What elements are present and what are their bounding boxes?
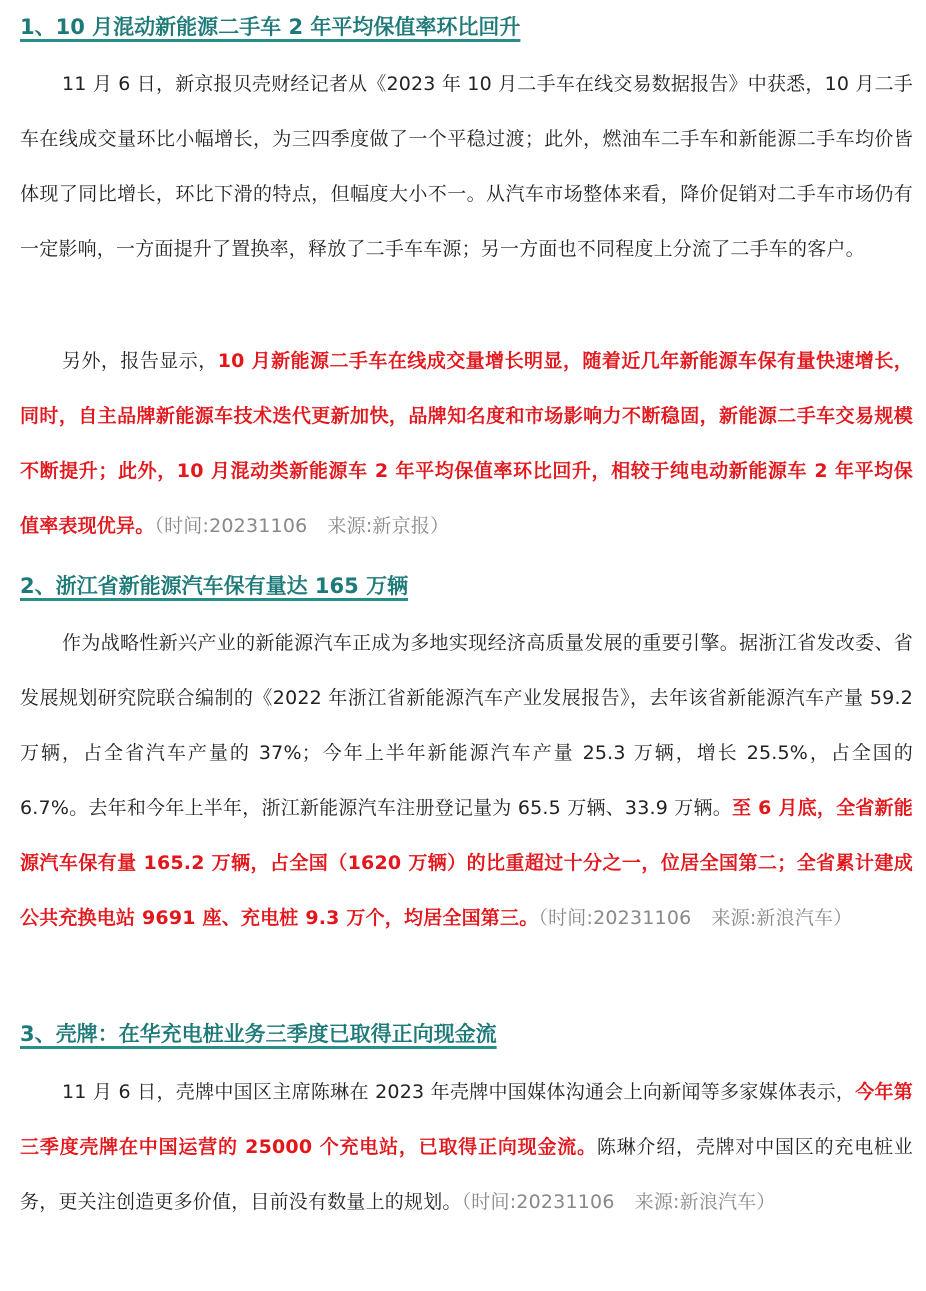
section-2-heading: 2、浙江省新能源汽车保有量达 165 万辆 <box>20 574 409 598</box>
section-1-highlight: 10 月新能源二手车在线成交量增长明显，随着近几年新能源车保有量快速增长，同时，自主品牌新能源车技术迭代更新加快，品牌知名度和市场影响力不断稳固，新能源二手车交易规模不断提升；此外，10 月混动类新能源车 2 年平均保值率环比回升，相较于纯电动新能源车 2 年平均保值率表现优异。 <box>20 350 913 537</box>
section-2-paragraph-1-text: 作为战略性新兴产业的新能源汽车正成为多地实现经济高质量发展的重要引擎。据浙江省发改委、省发展规划研究院联合编制的《2022 年浙江省新能源汽车产业发展报告》，去年该省新能源汽车产量 59.2 万辆，占全省汽车产量的 37%；今年上半年新能源汽车产量 25.3 万辆，增长 25.5%，占全国的 6.7%。去年和今年上半年，浙江新能源汽车注册登记量为 65.5 万辆、33.9 万辆。 <box>20 632 913 819</box>
section-3-paragraph-1 <box>20 1065 913 1230</box>
section-2-source-name: 来源:新浪汽车） <box>711 907 853 929</box>
section-3-heading: 3、壳牌：在华充电桩业务三季度已取得正向现金流 <box>20 1022 497 1046</box>
section-1-paragraph-2 <box>20 334 913 554</box>
section-1-paragraph-1 <box>20 57 913 277</box>
section-3-source-name: 来源:新浪汽车） <box>634 1191 776 1213</box>
section-3-highlight: 今年第三季度壳牌在中国运营的 25000 个充电站，已取得正向现金流。 <box>20 1081 914 1158</box>
section-3-source-time: （时间:20231106 <box>461 1191 615 1213</box>
section-3-paragraph-1-text-after: 陈琳介绍，壳牌对中国区的充电桩业务，更关注创造更多价值，目前没有数量上的规划。 <box>20 1136 913 1213</box>
section-1-source-time: （时间:20231106 <box>154 515 308 537</box>
section-3-paragraph-1-text: 11 月 6 日，壳牌中国区主席陈琳在 2023 年壳牌中国媒体沟通会上向新闻等多家媒体表示， <box>62 1081 856 1103</box>
section-1-source-name: 来源:新京报） <box>327 515 450 537</box>
section-2-highlight: 至 6 月底，全省新能源汽车保有量 165.2 万辆，占全国（1620 万辆）的比重超过十分之一，位居全国第二；全省累计建成公共充换电站 9691 座、充电桩 9.3 万个，均居全国第三。 <box>20 797 913 929</box>
section-2-source-time: （时间:20231106 <box>538 907 692 929</box>
section-1-heading: 1、10 月混动新能源二手车 2 年平均保值率环比回升 <box>20 15 521 39</box>
section-1-paragraph-1-text: 11 月 6 日，新京报贝壳财经记者从《2023 年 10 月二手车在线交易数据报告》中获悉，10 月二手车在线成交量环比小幅增长，为三四季度做了一个平稳过渡；此外，燃油车二手车和新能源二手车均价皆体现了同比增长，环比下滑的特点，但幅度大小不一。从汽车市场整体来看，降价促销对二手车市场仍有一定影响，一方面提升了置换率，释放了二手车车源；另一方面也不同程度上分流了二手车的客户。 <box>20 73 913 260</box>
section-2-paragraph-1 <box>20 616 913 946</box>
section-1-paragraph-2-text: 另外，报告显示， <box>62 350 218 372</box>
